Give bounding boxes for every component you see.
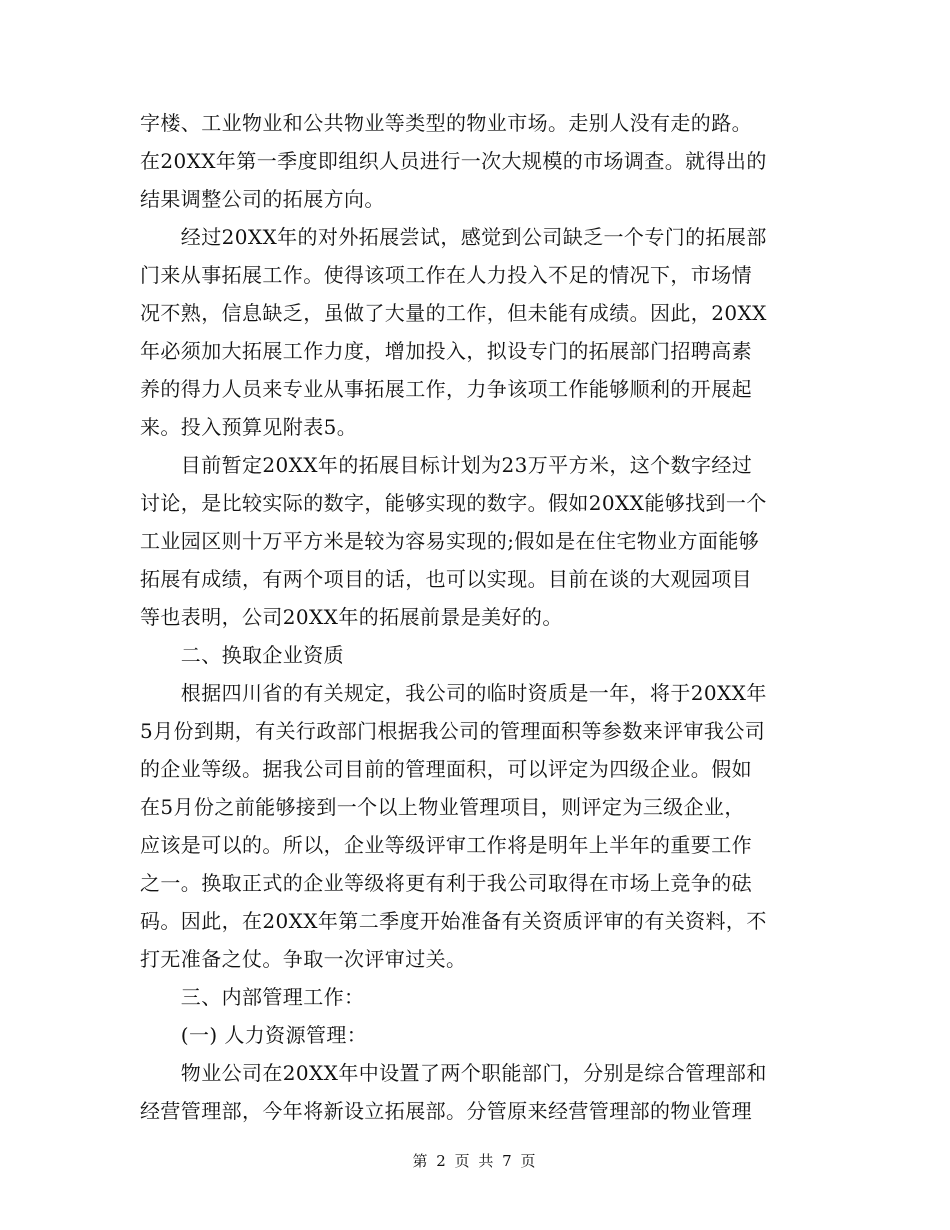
text-line: 码。因此，在20XX年第二季度开始准备有关资质评审的有关资料，不 <box>140 909 767 933</box>
text-line: 讨论，是比较实际的数字，能够实现的数字。假如20XX能够找到一个 <box>140 491 767 515</box>
document-body <box>140 104 812 1130</box>
text-line: 5月份到期，有关行政部门根据我公司的管理面积等参数来评审我公司 <box>140 719 766 743</box>
text-line: 养的得力人员来专业从事拓展工作，力争该项工作能够顺利的开展起 <box>140 377 752 401</box>
text-line: 根据四川省的有关规定，我公司的临时资质是一年，将于20XX年 <box>140 681 767 705</box>
text-line: 目前暂定20XX年的拓展目标计划为23万平方米，这个数字经过 <box>140 453 753 477</box>
section-heading: 三、内部管理工作： <box>140 985 365 1009</box>
text-line: 门来从事拓展工作。使得该项工作在人力投入不足的情况下，市场情 <box>140 263 752 287</box>
text-line: 来。投入预算见附表5。 <box>140 415 358 439</box>
text-line: 字楼、工业物业和公共物业等类型的物业市场。走别人没有走的路。 <box>140 111 752 135</box>
text-line: 打无准备之仗。争取一次评审过关。 <box>140 947 467 971</box>
text-line: 经营管理部，今年将新设立拓展部。分管原来经营管理部的物业管理 <box>140 1099 752 1123</box>
text-line: 等也表明，公司20XX年的拓展前景是美好的。 <box>140 605 563 629</box>
text-line: 在20XX年第一季度即组织人员进行一次大规模的市场调查。就得出的 <box>140 149 767 173</box>
text-line: 年必须加大拓展工作力度，增加投入，拟设专门的拓展部门招聘高素 <box>140 339 752 363</box>
text-line: 况不熟，信息缺乏，虽做了大量的工作，但未能有成绩。因此，20XX <box>140 301 767 325</box>
text-line: 应该是可以的。所以，企业等级评审工作将是明年上半年的重要工作 <box>140 833 752 857</box>
subsection-heading: (一) 人力资源管理： <box>140 1023 368 1047</box>
text-line: 在5月份之前能够接到一个以上物业管理项目，则评定为三级企业， <box>140 795 745 819</box>
text-line: 之一。换取正式的企业等级将更有利于我公司取得在市场上竞争的砝 <box>140 871 752 895</box>
text-line: 物业公司在20XX年中设置了两个职能部门，分别是综合管理部和 <box>140 1061 767 1085</box>
page-number-footer: 第 2 页 共 7 页 <box>412 1152 538 1170</box>
text-line: 拓展有成绩，有两个项目的话，也可以实现。目前在谈的大观园项目 <box>140 567 752 591</box>
text-line: 的企业等级。据我公司目前的管理面积，可以评定为四级企业。假如 <box>140 757 752 781</box>
text-line: 结果调整公司的拓展方向。 <box>140 187 385 211</box>
section-heading: 二、换取企业资质 <box>140 643 344 667</box>
text-line: 工业园区则十万平方米是较为容易实现的;假如是在住宅物业方面能够 <box>140 529 760 553</box>
text-line: 经过20XX年的对外拓展尝试，感觉到公司缺乏一个专门的拓展部 <box>140 225 767 249</box>
